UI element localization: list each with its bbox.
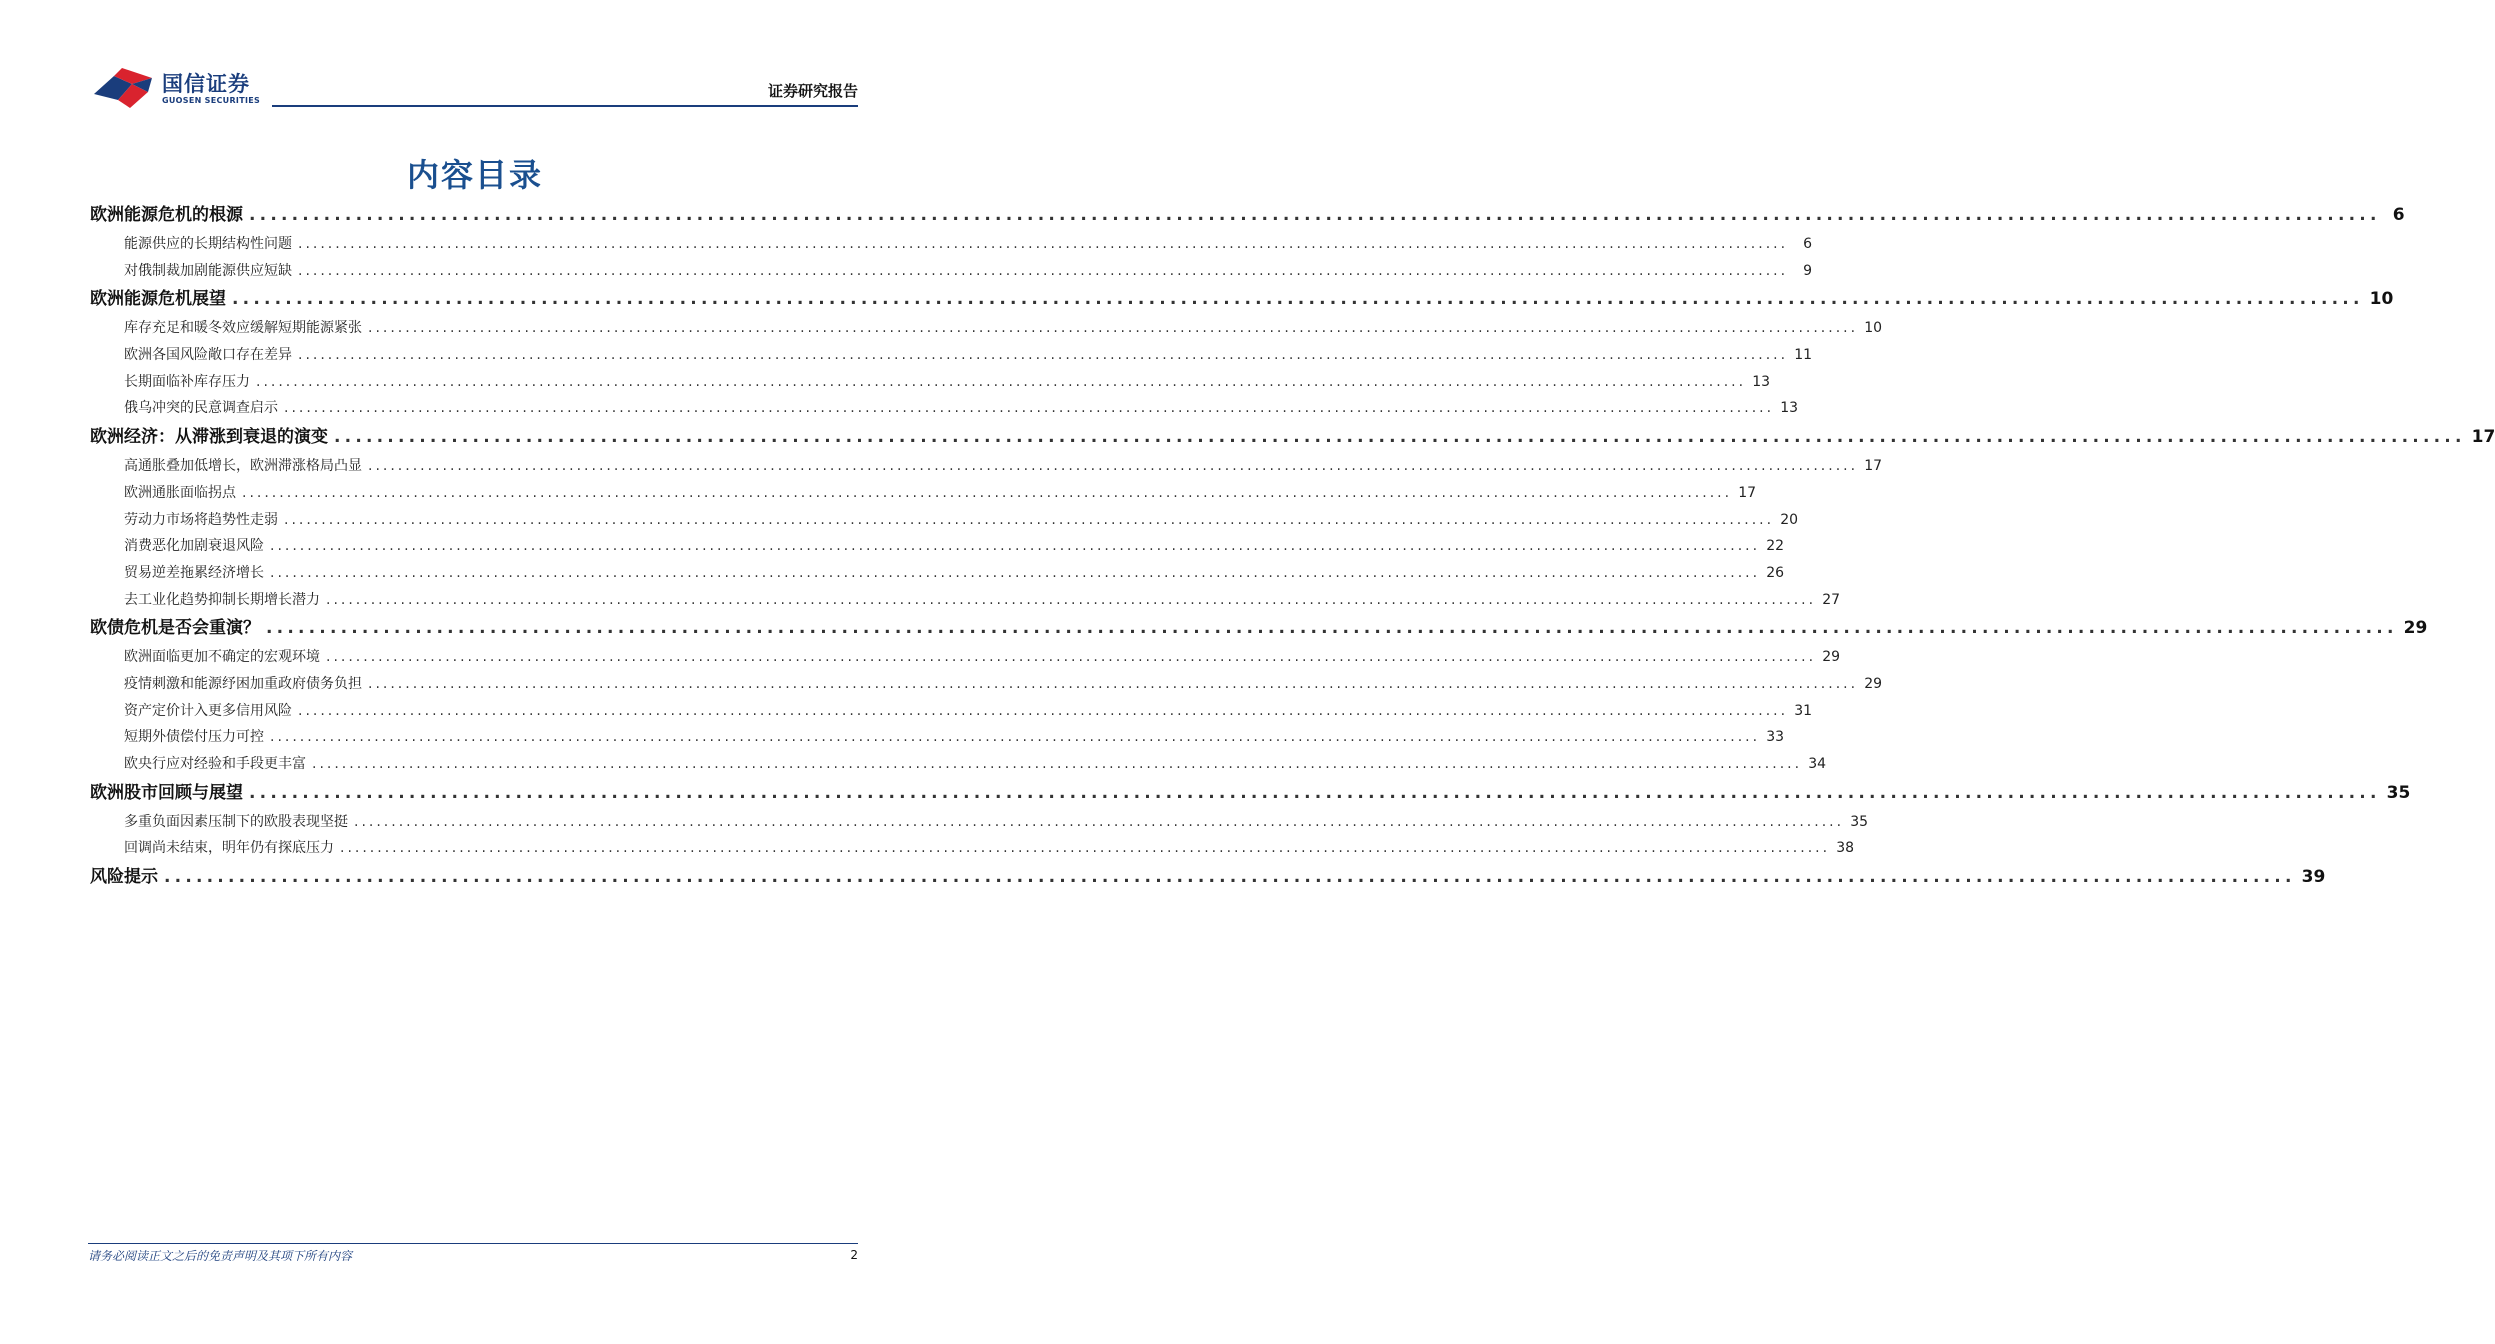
toc-entry-label: 欧洲能源危机的根源 bbox=[90, 205, 243, 225]
toc-dot-leader: ........................................................................................................................................................................................................ bbox=[340, 840, 1831, 857]
toc-entry-label: 欧洲各国风险敞口存在差异 bbox=[124, 347, 292, 364]
toc-entry-page: 35 bbox=[1850, 813, 1869, 830]
guosen-logo-icon bbox=[92, 66, 154, 110]
toc-dot-leader: ........................................................................................................................................................................................................ bbox=[256, 373, 1747, 390]
toc-dot-leader: ........................................................................................................................................................................................................ bbox=[270, 729, 1761, 746]
toc-dot-leader: ........................................................................................................................................................................................................ bbox=[368, 675, 1859, 692]
toc-entry-page: 39 bbox=[2301, 867, 2326, 888]
toc-subsection-entry[interactable] bbox=[90, 369, 1771, 396]
toc-entry-page: 38 bbox=[1836, 840, 1855, 857]
toc-entry-page: 33 bbox=[1766, 729, 1785, 746]
toc-dot-leader: ........................................................................................................................................................................................................ bbox=[164, 867, 2296, 888]
toc-entry-page: 26 bbox=[1766, 564, 1785, 581]
toc-subsection-entry[interactable] bbox=[90, 395, 1799, 422]
page-number: 2 bbox=[850, 1248, 858, 1262]
toc-entry-label: 消费恶化加剧衰退风险 bbox=[124, 538, 264, 555]
toc-dot-leader: ........................................................................................................................................................................................................ bbox=[334, 427, 2466, 448]
toc-dot-leader: ........................................................................................................................................................................................................ bbox=[266, 618, 2398, 639]
toc-dot-leader: ........................................................................................................................................................................................................ bbox=[298, 702, 1789, 719]
toc-entry-label: 劳动力市场将趋势性走弱 bbox=[124, 511, 278, 528]
toc-dot-leader: ........................................................................................................................................................................................................ bbox=[249, 205, 2381, 225]
table-of-contents bbox=[90, 200, 2495, 893]
toc-dot-leader: ........................................................................................................................................................................................................ bbox=[249, 782, 2381, 803]
toc-section-entry[interactable] bbox=[90, 862, 2326, 893]
toc-entry-label: 欧债危机是否会重演？ bbox=[90, 618, 260, 639]
toc-subsection-entry[interactable] bbox=[90, 533, 1785, 560]
toc-dot-leader: ........................................................................................................................................................................................................ bbox=[312, 756, 1803, 772]
toc-entry-label: 短期外债偿付压力可控 bbox=[124, 729, 264, 746]
toc-dot-leader: ........................................................................................................................................................................................................ bbox=[298, 262, 1789, 279]
toc-entry-page: 6 bbox=[2392, 205, 2405, 225]
toc-entry-page: 6 bbox=[1803, 236, 1813, 252]
toc-entry-page: 22 bbox=[1766, 538, 1785, 555]
toc-subsection-entry[interactable] bbox=[90, 809, 1869, 836]
toc-entry-label: 欧洲能源危机展望 bbox=[90, 289, 226, 310]
toc-dot-leader: ........................................................................................................................................................................................................ bbox=[368, 458, 1859, 475]
toc-entry-page: 17 bbox=[1864, 458, 1883, 475]
toc-subsection-entry[interactable] bbox=[90, 315, 1883, 342]
footer-divider bbox=[88, 1243, 858, 1244]
toc-entry-label: 对俄制裁加剧能源供应短缺 bbox=[124, 262, 292, 279]
toc-entry-page: 29 bbox=[1822, 649, 1841, 666]
toc-entry-label: 去工业化趋势抑制长期增长潜力 bbox=[124, 591, 320, 608]
toc-dot-leader: ........................................................................................................................................................................................................ bbox=[368, 320, 1859, 337]
toc-entry-label: 资产定价计入更多信用风险 bbox=[124, 702, 292, 719]
toc-entry-label: 欧洲通胀面临拐点 bbox=[124, 484, 236, 501]
toc-entry-label: 库存充足和暖冬效应缓解短期能源紧张 bbox=[124, 320, 362, 337]
toc-entry-label: 疫情刺激和能源纾困加重政府债务负担 bbox=[124, 675, 362, 692]
toc-dot-leader: ........................................................................................................................................................................................................ bbox=[298, 347, 1789, 364]
toc-section-entry[interactable] bbox=[90, 422, 2495, 453]
toc-dot-leader: ........................................................................................................................................................................................................ bbox=[284, 400, 1775, 417]
toc-entry-page: 11 bbox=[1794, 347, 1813, 364]
toc-entry-page: 10 bbox=[1864, 320, 1883, 337]
toc-entry-label: 能源供应的长期结构性问题 bbox=[124, 236, 292, 252]
toc-section-entry[interactable] bbox=[90, 613, 2428, 644]
toc-entry-label: 贸易逆差拖累经济增长 bbox=[124, 564, 264, 581]
toc-entry-page: 31 bbox=[1794, 702, 1813, 719]
toc-entry-page: 34 bbox=[1808, 756, 1827, 772]
toc-entry-page: 10 bbox=[2369, 289, 2394, 310]
footer-disclaimer: 请务必阅读正文之后的免责声明及其项下所有内容 bbox=[88, 1249, 353, 1263]
toc-subsection-entry[interactable] bbox=[90, 453, 1883, 480]
toc-subsection-entry[interactable] bbox=[90, 835, 1855, 862]
toc-section-entry[interactable] bbox=[90, 284, 2394, 315]
toc-subsection-entry[interactable] bbox=[90, 507, 1799, 534]
toc-entry-page: 13 bbox=[1780, 400, 1799, 417]
toc-entry-label: 多重负面因素压制下的欧股表现坚挺 bbox=[124, 813, 348, 830]
report-type-label: 证券研究报告 bbox=[767, 82, 858, 100]
toc-dot-leader: ........................................................................................................................................................................................................ bbox=[298, 236, 1789, 252]
toc-entry-page: 29 bbox=[2403, 618, 2428, 639]
logo-english-name: GUOSEN SECURITIES bbox=[162, 96, 261, 105]
toc-entry-label: 风险提示 bbox=[90, 867, 158, 888]
toc-entry-page: 20 bbox=[1780, 511, 1799, 528]
toc-entry-label: 欧洲股市回顾与展望 bbox=[90, 782, 243, 803]
toc-section-entry[interactable] bbox=[90, 778, 2411, 809]
toc-section-entry[interactable] bbox=[90, 200, 2405, 231]
toc-subsection-entry[interactable] bbox=[90, 644, 1841, 671]
toc-subsection-entry[interactable] bbox=[90, 480, 1757, 507]
toc-entry-page: 29 bbox=[1864, 675, 1883, 692]
toc-dot-leader: ........................................................................................................................................................................................................ bbox=[326, 649, 1817, 666]
logo-chinese-name: 国信证券 bbox=[162, 72, 250, 96]
toc-entry-label: 高通胀叠加低增长，欧洲滞涨格局凸显 bbox=[124, 458, 362, 475]
toc-dot-leader: ........................................................................................................................................................................................................ bbox=[242, 484, 1733, 501]
toc-entry-label: 欧央行应对经验和手段更丰富 bbox=[124, 756, 306, 772]
toc-entry-page: 9 bbox=[1803, 262, 1813, 279]
toc-dot-leader: ........................................................................................................................................................................................................ bbox=[284, 511, 1775, 528]
toc-dot-leader: ........................................................................................................................................................................................................ bbox=[326, 591, 1817, 608]
toc-entry-page: 17 bbox=[1738, 484, 1757, 501]
toc-subsection-entry[interactable] bbox=[90, 342, 1813, 369]
toc-dot-leader: ........................................................................................................................................................................................................ bbox=[232, 289, 2364, 310]
toc-subsection-entry[interactable] bbox=[90, 698, 1813, 725]
toc-entry-label: 欧洲经济：从滞涨到衰退的演变 bbox=[90, 427, 328, 448]
toc-subsection-entry[interactable] bbox=[90, 724, 1785, 751]
toc-entry-label: 回调尚未结束，明年仍有探底压力 bbox=[124, 840, 334, 857]
toc-subsection-entry[interactable] bbox=[90, 587, 1841, 614]
toc-dot-leader: ........................................................................................................................................................................................................ bbox=[270, 564, 1761, 581]
company-logo bbox=[92, 66, 272, 110]
toc-subsection-entry[interactable] bbox=[90, 258, 1813, 285]
toc-entry-page: 27 bbox=[1822, 591, 1841, 608]
header-divider bbox=[272, 105, 858, 107]
toc-subsection-entry[interactable] bbox=[90, 751, 1827, 778]
toc-entry-page: 35 bbox=[2386, 782, 2411, 803]
toc-dot-leader: ........................................................................................................................................................................................................ bbox=[354, 813, 1845, 830]
toc-entry-page: 17 bbox=[2471, 427, 2495, 448]
toc-dot-leader: ........................................................................................................................................................................................................ bbox=[270, 538, 1761, 555]
toc-subsection-entry[interactable] bbox=[90, 231, 1813, 258]
toc-entry-label: 长期面临补库存压力 bbox=[124, 373, 250, 390]
toc-title: 内容目录 bbox=[406, 156, 543, 194]
toc-subsection-entry[interactable] bbox=[90, 671, 1883, 698]
toc-entry-label: 俄乌冲突的民意调查启示 bbox=[124, 400, 278, 417]
toc-entry-label: 欧洲面临更加不确定的宏观环境 bbox=[124, 649, 320, 666]
toc-entry-page: 13 bbox=[1752, 373, 1771, 390]
toc-subsection-entry[interactable] bbox=[90, 560, 1785, 587]
